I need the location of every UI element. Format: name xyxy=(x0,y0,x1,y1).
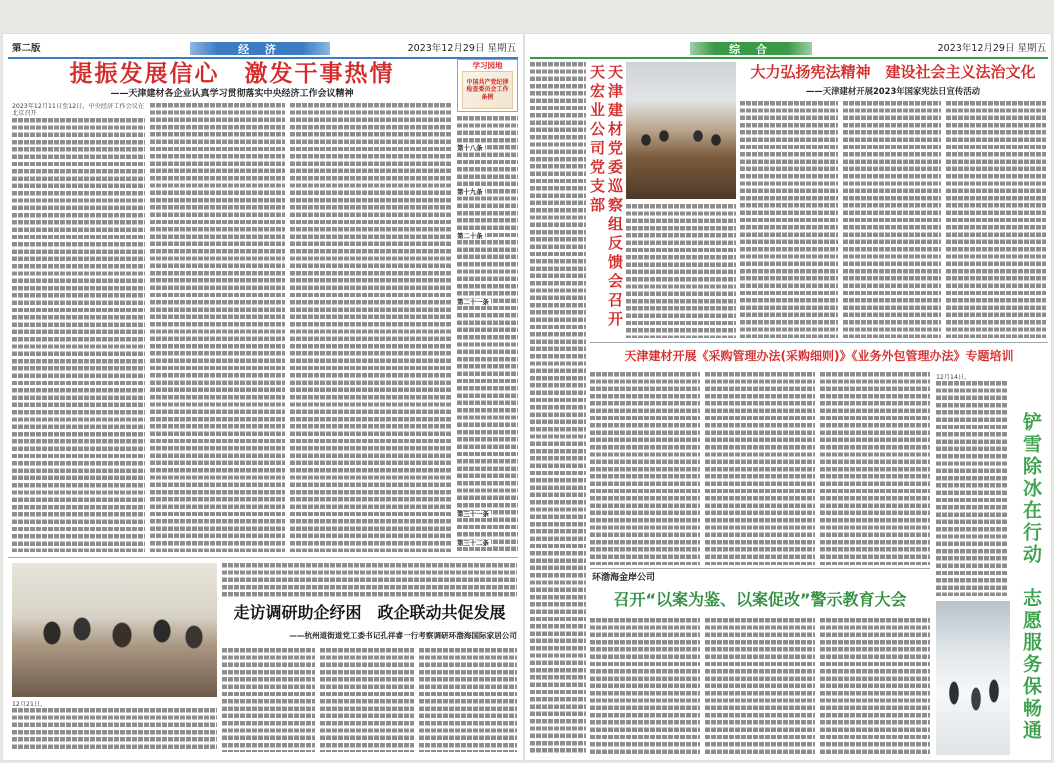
article-label: 第三十二条 xyxy=(457,539,489,547)
article-label: 第十九条 xyxy=(457,188,483,196)
article-label: 第十八条 xyxy=(457,144,483,152)
company-label: 环渤海金岸公司 xyxy=(592,573,656,583)
bottom-article-column-1 xyxy=(222,648,315,752)
section-divider xyxy=(590,342,1048,343)
main-article-lead: 2023年12月11日至12日，中央经济工作会议在北京召开 xyxy=(12,103,145,118)
main-article-column-2 xyxy=(150,103,285,552)
section-divider xyxy=(8,557,518,558)
article-label: 第二十一条 xyxy=(457,298,489,306)
caption-lead: 12月21日， xyxy=(12,701,47,708)
left-text-column xyxy=(530,62,586,755)
procurement-column-3 xyxy=(820,372,930,565)
bottom-headline: 走访调研助企纾困 政企联动共促发展 xyxy=(233,603,506,622)
page-label: 第二版 xyxy=(12,43,41,54)
bottom-subhead: ——杭州道街道党工委书记孔祥睿一行考察调研环渤海国际家居公司 xyxy=(289,631,517,640)
bottom-article-text-top xyxy=(222,563,517,597)
inspection-meeting-photo xyxy=(626,62,736,199)
warning-headline: 召开“以案为鉴、以案促改”警示教育大会 xyxy=(613,590,907,609)
procurement-headline: 天津建材开展《采购管理办法(采购细则)》《业务外包管理办法》专题培训 xyxy=(624,349,1014,363)
header-rule xyxy=(530,57,1048,59)
page-date: 2023年12月29日 星期五 xyxy=(937,43,1046,54)
page-date: 2023年12月29日 星期五 xyxy=(407,43,516,54)
constitution-column-1 xyxy=(740,101,838,338)
section-band-general: 综 合 xyxy=(690,42,812,55)
warning-column-1 xyxy=(590,618,700,755)
inspection-article-text xyxy=(626,204,736,338)
snow-caption-text-lines xyxy=(936,381,1008,596)
study-corner-label: 学习园地 xyxy=(472,61,503,70)
constitution-headline: 大力弘扬宪法精神 建设社会主义法治文化 xyxy=(750,63,1036,81)
procurement-column-1 xyxy=(590,372,700,565)
body-text-lines xyxy=(12,118,145,552)
book-title: 中国共产党纪律检查委员会工作条例 xyxy=(466,78,509,101)
snow-vertical-headline: 铲雪除冰在行动 志愿服务保畅通 xyxy=(1020,412,1042,742)
snow-caption-lead: 12月14日， xyxy=(936,374,971,381)
constitution-subhead: ——天津建材开展2023年国家宪法日宣传活动 xyxy=(805,86,981,96)
main-subhead: ——天津建材各企业认真学习贯彻落实中央经济工作会议精神 xyxy=(110,89,354,99)
warning-column-2 xyxy=(705,618,815,755)
article-label: 第二十条 xyxy=(457,232,483,240)
photo-caption xyxy=(12,701,217,752)
inspection-headline-main: 天津建材党委巡察组反馈会召开 xyxy=(606,64,624,330)
caption-text-lines xyxy=(12,708,217,752)
snow-clearing-photo xyxy=(936,601,1010,755)
study-corner-box xyxy=(457,59,518,112)
section-divider xyxy=(590,568,930,569)
main-article-column-3 xyxy=(290,103,452,552)
visit-meeting-photo xyxy=(12,563,217,697)
inspection-headline-side: 天宏业公司党支部 xyxy=(588,64,606,216)
bottom-article-column-3 xyxy=(419,648,517,752)
article-label: 第三十一条 xyxy=(457,510,489,518)
section-band-economy: 经 济 xyxy=(190,42,330,55)
snow-caption xyxy=(936,374,1008,596)
procurement-column-2 xyxy=(705,372,815,565)
main-headline: 提振发展信心 激发干事热情 xyxy=(69,61,395,87)
main-article-column-1 xyxy=(12,103,145,552)
constitution-column-3 xyxy=(946,101,1046,338)
sidebar-text-column xyxy=(457,116,518,552)
warning-column-3 xyxy=(820,618,930,755)
constitution-column-2 xyxy=(843,101,941,338)
header-rule xyxy=(8,57,518,59)
book-cover xyxy=(462,71,513,109)
bottom-article-column-2 xyxy=(320,648,414,752)
